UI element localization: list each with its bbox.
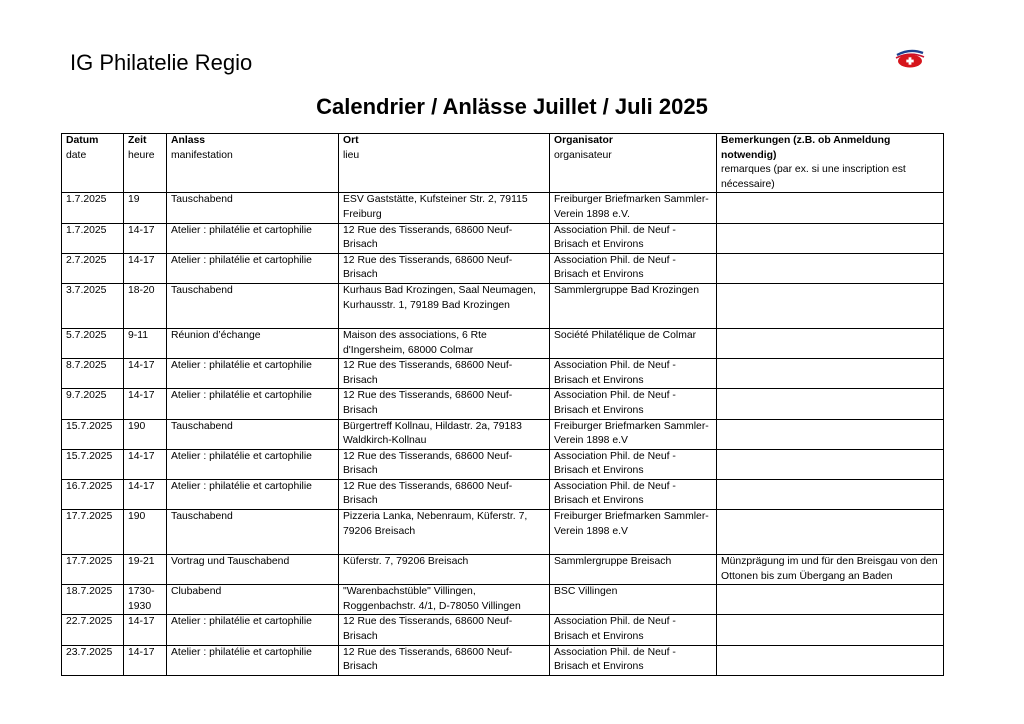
cell-remarks <box>717 615 944 645</box>
table-row <box>62 253 944 283</box>
cell-remarks <box>717 223 944 253</box>
cell-time: 14-17 <box>124 645 167 675</box>
cell-date: 18.7.2025 <box>62 585 124 615</box>
cell-organizer: Association Phil. de Neuf - Brisach et Environs <box>550 253 717 283</box>
cell-organizer: Association Phil. de Neuf - Brisach et Environs <box>550 389 717 419</box>
column-header-de-label: Organisator <box>554 135 613 146</box>
cell-remarks: Münzprägung im und für den Breisgau von den Ottonen bis zum Übergang an Baden <box>717 555 944 585</box>
cell-place: Küferstr. 7, 79206 Breisach <box>339 555 550 585</box>
table-row <box>62 479 944 509</box>
cell-time: 19-21 <box>124 555 167 585</box>
cell-organizer: Association Phil. de Neuf - Brisach et Environs <box>550 479 717 509</box>
column-header-de-label: Ort <box>343 135 359 146</box>
cell-time: 190 <box>124 419 167 449</box>
column-header-fr-label: heure <box>128 149 155 161</box>
cell-organizer: Association Phil. de Neuf - Brisach et Environs <box>550 359 717 389</box>
cell-time: 14-17 <box>124 253 167 283</box>
table-row <box>62 223 944 253</box>
column-header-de-label: Datum <box>66 135 99 146</box>
cell-time: 14-17 <box>124 449 167 479</box>
cell-place: ESV Gaststätte, Kufsteiner Str. 2, 79115 Freiburg <box>339 193 550 223</box>
cell-remarks <box>717 359 944 389</box>
column-header-fr-label: manifestation <box>171 149 233 161</box>
cell-organizer: Freiburger Briefmarken Sammler-Verein 1898 e.V. <box>550 193 717 223</box>
cell-event: Atelier : philatélie et cartophilie <box>167 479 339 509</box>
cell-remarks <box>717 419 944 449</box>
cell-event: Atelier : philatélie et cartophilie <box>167 253 339 283</box>
cell-time: 14-17 <box>124 359 167 389</box>
column-header-date <box>62 134 124 193</box>
cell-date: 17.7.2025 <box>62 510 124 555</box>
column-header-de-label: Bemerkungen (z.B. ob Anmeldung notwendig) <box>721 135 891 161</box>
column-header-de-label: Anlass <box>171 135 206 146</box>
cell-organizer: Association Phil. de Neuf - Brisach et Environs <box>550 645 717 675</box>
events-calendar-table <box>61 133 944 676</box>
cell-date: 5.7.2025 <box>62 328 124 358</box>
cell-date: 1.7.2025 <box>62 223 124 253</box>
table-row <box>62 419 944 449</box>
cell-place: 12 Rue des Tisserands, 68600 Neuf-Brisach <box>339 359 550 389</box>
cell-organizer: BSC Villingen <box>550 585 717 615</box>
table-row <box>62 585 944 615</box>
cell-time: 14-17 <box>124 223 167 253</box>
table-row <box>62 283 944 328</box>
cell-place: 12 Rue des Tisserands, 68600 Neuf-Brisach <box>339 479 550 509</box>
column-header-place <box>339 134 550 193</box>
cell-event: Réunion d’échange <box>167 328 339 358</box>
cell-organizer: Sammlergruppe Breisach <box>550 555 717 585</box>
cell-date: 15.7.2025 <box>62 449 124 479</box>
cell-place: 12 Rue des Tisserands, 68600 Neuf-Brisach <box>339 253 550 283</box>
cell-time: 14-17 <box>124 389 167 419</box>
table-row <box>62 555 944 585</box>
cell-event: Atelier : philatélie et cartophilie <box>167 645 339 675</box>
table-row <box>62 510 944 555</box>
cell-place: Bürgertreff Kollnau, Hildastr. 2a, 79183 Waldkirch-Kollnau <box>339 419 550 449</box>
cell-time: 14-17 <box>124 479 167 509</box>
cell-time: 9-11 <box>124 328 167 358</box>
cell-organizer: Sammlergruppe Bad Krozingen <box>550 283 717 328</box>
table-row <box>62 193 944 223</box>
cell-place: Pizzeria Lanka, Nebenraum, Küferstr. 7, 79206 Breisach <box>339 510 550 555</box>
cell-date: 23.7.2025 <box>62 645 124 675</box>
cell-date: 3.7.2025 <box>62 283 124 328</box>
cell-remarks <box>717 449 944 479</box>
cell-place: 12 Rue des Tisserands, 68600 Neuf-Brisach <box>339 615 550 645</box>
column-header-fr-label: organisateur <box>554 149 612 161</box>
cell-event: Atelier : philatélie et cartophilie <box>167 389 339 419</box>
cell-date: 2.7.2025 <box>62 253 124 283</box>
cell-event: Tauschabend <box>167 510 339 555</box>
cell-date: 17.7.2025 <box>62 555 124 585</box>
table-row <box>62 359 944 389</box>
table-row <box>62 449 944 479</box>
cell-place: Maison des associations, 6 Rte d'Ingersheim, 68000 Colmar <box>339 328 550 358</box>
cell-remarks <box>717 253 944 283</box>
cell-place: 12 Rue des Tisserands, 68600 Neuf-Brisach <box>339 223 550 253</box>
cell-date: 8.7.2025 <box>62 359 124 389</box>
cell-event: Vortrag und Tauschabend <box>167 555 339 585</box>
table-row <box>62 389 944 419</box>
page-title: Calendrier / Anlässe Juillet / Juli 2025 <box>316 94 708 119</box>
column-header-de-label: Zeit <box>128 135 147 146</box>
cell-organizer: Freiburger Briefmarken Sammler-Verein 1898 e.V <box>550 510 717 555</box>
cell-event: Atelier : philatélie et cartophilie <box>167 223 339 253</box>
cell-event: Tauschabend <box>167 283 339 328</box>
column-header-organizer <box>550 134 717 193</box>
table-row <box>62 328 944 358</box>
cell-place: "Warenbachstüble" Villingen, Roggenbachstr. 4/1, D-78050 Villingen <box>339 585 550 615</box>
cell-remarks <box>717 328 944 358</box>
cell-date: 16.7.2025 <box>62 479 124 509</box>
column-header-time <box>124 134 167 193</box>
cell-remarks <box>717 585 944 615</box>
cell-event: Clubabend <box>167 585 339 615</box>
table-row <box>62 645 944 675</box>
cell-date: 22.7.2025 <box>62 615 124 645</box>
cell-time: 190 <box>124 510 167 555</box>
cell-remarks <box>717 193 944 223</box>
cell-remarks <box>717 510 944 555</box>
table-body <box>62 193 944 675</box>
swiss-flag-emblem-icon <box>893 46 927 70</box>
organization-name: IG Philatelie Regio <box>70 50 253 75</box>
column-header-remarks <box>717 134 944 193</box>
cell-place: 12 Rue des Tisserands, 68600 Neuf-Brisach <box>339 389 550 419</box>
cell-event: Atelier : philatélie et cartophilie <box>167 615 339 645</box>
column-header-fr-label: date <box>66 149 87 161</box>
cell-event: Tauschabend <box>167 419 339 449</box>
cell-event: Atelier : philatélie et cartophilie <box>167 359 339 389</box>
column-header-fr-label: lieu <box>343 149 360 161</box>
cell-remarks <box>717 283 944 328</box>
cell-organizer: Association Phil. de Neuf - Brisach et Environs <box>550 615 717 645</box>
cell-place: 12 Rue des Tisserands, 68600 Neuf-Brisach <box>339 645 550 675</box>
cell-date: 1.7.2025 <box>62 193 124 223</box>
cell-time: 19 <box>124 193 167 223</box>
cell-event: Tauschabend <box>167 193 339 223</box>
cell-remarks <box>717 645 944 675</box>
cell-organizer: Freiburger Briefmarken Sammler-Verein 1898 e.V <box>550 419 717 449</box>
cell-event: Atelier : philatélie et cartophilie <box>167 449 339 479</box>
table-header-row <box>62 134 944 193</box>
column-header-event <box>167 134 339 193</box>
cell-time: 1730-1930 <box>124 585 167 615</box>
cell-organizer: Association Phil. de Neuf - Brisach et Environs <box>550 449 717 479</box>
cell-remarks <box>717 389 944 419</box>
cell-place: Kurhaus Bad Krozingen, Saal Neumagen, Kurhausstr. 1, 79189 Bad Krozingen <box>339 283 550 328</box>
cell-place: 12 Rue des Tisserands, 68600 Neuf-Brisach <box>339 449 550 479</box>
table-row <box>62 615 944 645</box>
cell-time: 18-20 <box>124 283 167 328</box>
cell-time: 14-17 <box>124 615 167 645</box>
cell-date: 15.7.2025 <box>62 419 124 449</box>
cell-date: 9.7.2025 <box>62 389 124 419</box>
cell-organizer: Société Philatélique de Colmar <box>550 328 717 358</box>
cell-remarks <box>717 479 944 509</box>
cell-organizer: Association Phil. de Neuf - Brisach et Environs <box>550 223 717 253</box>
column-header-fr-label: remarques (par ex. si une inscription est nécessaire) <box>721 164 906 190</box>
